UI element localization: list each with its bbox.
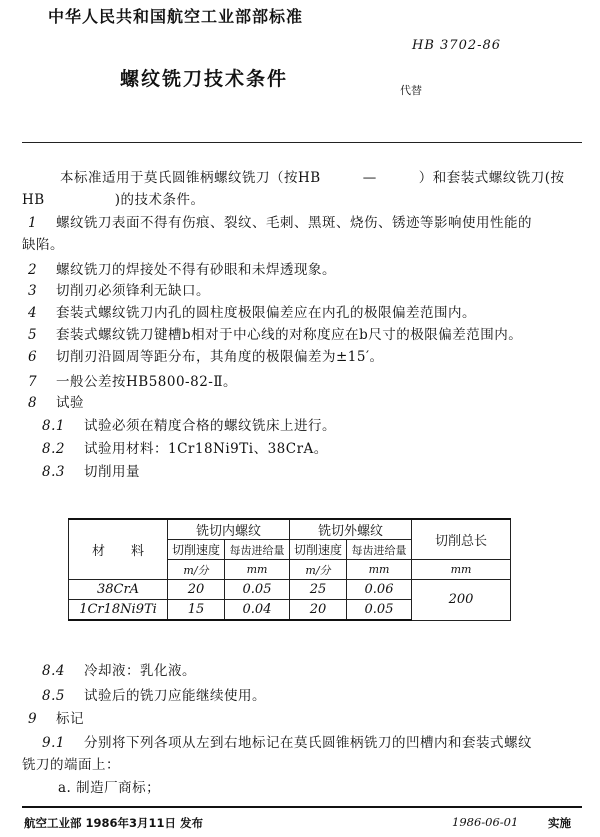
cutting-parameters-table: [68, 518, 511, 621]
clause-number: 2: [28, 262, 38, 278]
table-header-row: [69, 519, 511, 540]
total-length-cell: 200: [412, 580, 511, 621]
subclause-text: 分别将下列各项从左到右地标记在莫氏圆锥柄铣刀的凹槽内和套装式螺纹: [84, 735, 532, 751]
subclause-number: 8.1: [42, 418, 65, 434]
intro-line-2: HB )的技术条件。: [22, 192, 205, 208]
internal-speed-unit: m/分: [168, 560, 225, 580]
external-feed-cell: 0.05: [347, 600, 412, 621]
clause-number: 7: [28, 374, 38, 390]
standard-code: HB 3702-86: [412, 38, 502, 53]
internal-speed-header: 切削速度: [168, 540, 225, 560]
subclause-9-1-continued: 铣刀的端面上：: [22, 757, 120, 773]
clause-7: [28, 370, 237, 390]
footer-divider: [22, 806, 582, 808]
intro-line-1: 本标准适用于莫氏圆锥柄螺纹铣刀（按HB — ）和套装式螺纹铣刀(按: [60, 170, 565, 186]
subclause-9-1: [42, 731, 532, 751]
external-speed-header: 切削速度: [290, 540, 347, 560]
subclause-8-4: [42, 659, 196, 679]
replaces-label: 代替: [400, 84, 422, 97]
clause-1: [28, 211, 532, 231]
clause-4: [28, 301, 476, 321]
subclause-8-2: [42, 437, 328, 457]
clause-number: 4: [28, 305, 38, 321]
clause-text: 螺纹铣刀表面不得有伤痕、裂纹、毛刺、黑斑、烧伤、锈迹等影响使用性能的: [56, 215, 532, 231]
external-feed-header: 每齿进给量: [347, 540, 412, 560]
clause-1-continued: 缺陷。: [22, 237, 64, 253]
effective-label: 实施: [548, 816, 571, 830]
external-feed-unit: mm: [347, 560, 412, 580]
internal-feed-cell: 0.05: [225, 580, 290, 600]
clause-number: 1: [28, 215, 38, 231]
subclause-text: 试验用材料：1Cr18Ni9Ti、38CrA。: [84, 441, 328, 457]
material-cell: 1Cr18Ni9Ti: [69, 600, 168, 621]
clause-text: 套装式螺纹铣刀内孔的圆柱度极限偏差应在内孔的极限偏差范围内。: [56, 305, 476, 321]
internal-feed-cell: 0.04: [225, 600, 290, 621]
external-speed-unit: m/分: [290, 560, 347, 580]
clause-number: 3: [28, 283, 38, 299]
total-length-header: 切削总长: [412, 519, 511, 560]
effective-date: 1986-06-01: [452, 815, 519, 829]
clause-9: [28, 707, 84, 727]
subclause-8-1: [42, 414, 336, 434]
internal-speed-cell: 15: [168, 600, 225, 621]
subclause-text: 冷却液：乳化液。: [84, 663, 196, 679]
internal-feed-unit: mm: [225, 560, 290, 580]
clause-3: [28, 279, 210, 299]
internal-thread-header: 铣切内螺纹: [168, 519, 290, 540]
clause-text: 一般公差按HB5800-82-Ⅱ。: [56, 374, 238, 390]
subclause-number: 8.3: [42, 464, 65, 480]
internal-feed-header: 每齿进给量: [225, 540, 290, 560]
clause-number: 8: [28, 395, 38, 411]
clause-6: [28, 345, 384, 365]
subclause-number: 9.1: [42, 735, 65, 751]
clause-number: 5: [28, 327, 38, 343]
issue-info: 航空工业部 1986年3月11日 发布: [24, 816, 204, 830]
header-divider: [22, 142, 582, 143]
table-row: [69, 580, 511, 600]
clause-text: 切削刃沿圆周等距分布，其角度的极限偏差为±15′。: [56, 349, 384, 365]
external-feed-cell: 0.06: [347, 580, 412, 600]
material-cell: 38CrA: [69, 580, 168, 600]
external-speed-cell: 20: [290, 600, 347, 621]
document-title: 螺纹铣刀技术条件: [120, 68, 289, 90]
clause-text: 螺纹铣刀的焊接处不得有砂眼和未焊透现象。: [56, 262, 336, 278]
length-unit: mm: [412, 560, 511, 580]
subclause-text: 试验必须在精度合格的螺纹铣床上进行。: [84, 418, 336, 434]
subclause-number: 8.2: [42, 441, 65, 457]
clause-number: 9: [28, 711, 38, 727]
subclause-text: 切削用量: [84, 464, 140, 480]
external-thread-header: 铣切外螺纹: [290, 519, 412, 540]
clause-2: [28, 258, 336, 278]
subclause-8-3: [42, 460, 140, 480]
clause-5: [28, 323, 522, 343]
issuing-organization: 中华人民共和国航空工业部部标准: [48, 7, 304, 26]
clause-text: 套装式螺纹铣刀键槽b相对于中心线的对称度应在b尺寸的极限偏差范围内。: [56, 327, 523, 343]
subclause-text: 试验后的铣刀应能继续使用。: [84, 688, 266, 704]
subclause-number: 8.4: [42, 663, 65, 679]
clause-text: 标记: [56, 711, 84, 727]
clause-number: 6: [28, 349, 38, 365]
clause-text: 切削刃必须锋利无缺口。: [56, 283, 210, 299]
marking-item-a: a. 制造厂商标；: [58, 780, 161, 796]
subclause-number: 8.5: [42, 688, 65, 704]
clause-text: 试验: [56, 395, 84, 411]
internal-speed-cell: 20: [168, 580, 225, 600]
clause-8: [28, 391, 84, 411]
external-speed-cell: 25: [290, 580, 347, 600]
material-header: 材 料: [69, 519, 168, 580]
subclause-8-5: [42, 684, 266, 704]
